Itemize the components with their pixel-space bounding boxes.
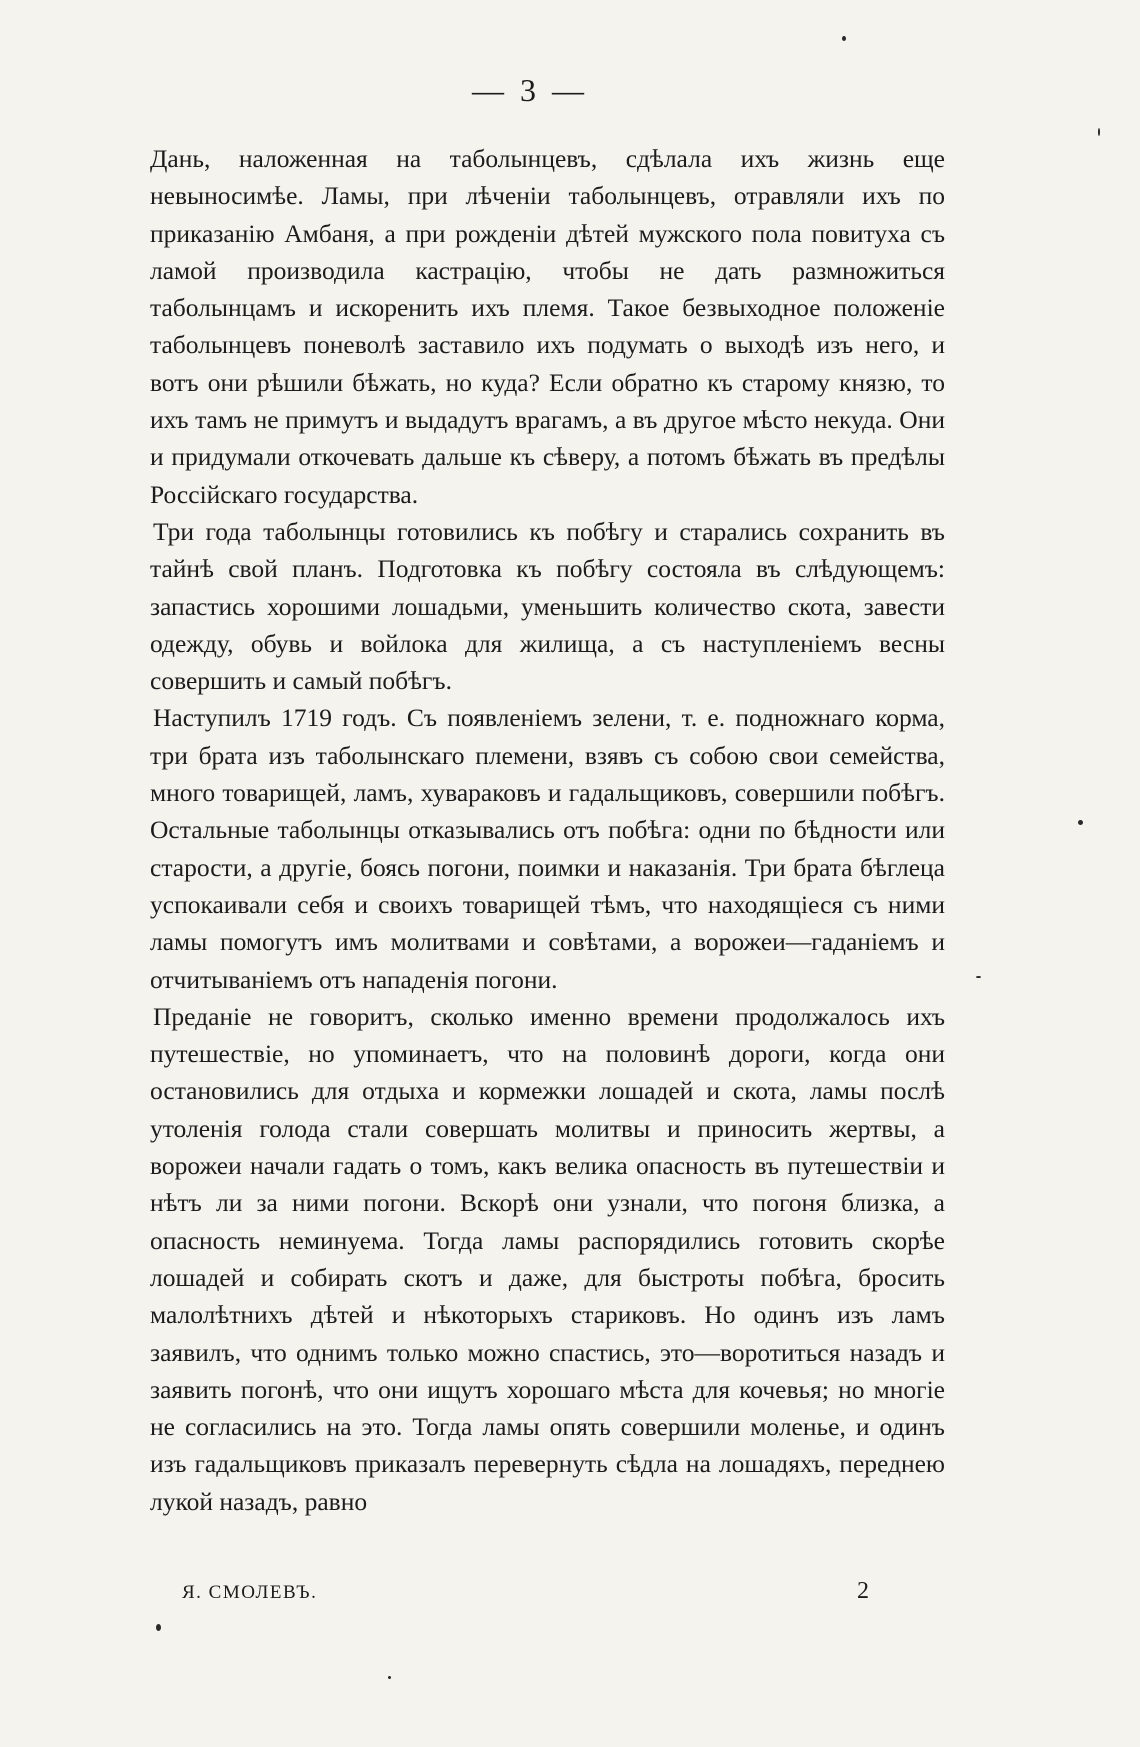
paragraph-2: Три года таболынцы готовились къ побѣгу и старались сохранить въ тайнѣ свой планъ. Подготовка къ побѣгу состояла въ слѣдующемъ: запастись хорошими лошадьми, уменьшить количество скота, завести одежду, обувь и войлока для жилища, а съ наступленіемъ весны совершить и самый побѣгъ. bbox=[150, 516, 945, 696]
print-speck bbox=[1078, 820, 1083, 825]
print-speck bbox=[1098, 128, 1100, 136]
paragraph-4: Преданіе не говоритъ, сколько именно времени продолжалось ихъ путешествіе, но упоминаетъ, что на половинѣ дороги, когда они остановились для отдыха и кормежки лошадей и скота, ламы послѣ утоленія голода стали совершать молитвы и приносить жертвы, а ворожеи начали гадать о томъ, какъ велика опасность въ путешествіи и нѣтъ ли за ними погони. Вскорѣ они узнали, что погоня близка, а опасность неминуема. Тогда ламы распорядились готовить скорѣе лошадей и собирать скотъ и даже, для быстроты побѣга, бросить малолѣтнихъ дѣтей и нѣкоторыхъ стариковъ. Но одинъ изъ ламъ заявилъ, что однимъ только можно спастись, это—воротиться назадъ и заявить погонѣ, что они ищутъ хорошаго мѣста для кочевья; но многіе не согласились на это. Тогда ламы опять совершили моленье, и одинъ изъ гадальщиковъ приказалъ перевернуть сѣдла на лошадяхъ, переднею лукой назадъ, равно bbox=[150, 1001, 945, 1516]
print-speck bbox=[976, 976, 981, 978]
print-speck bbox=[156, 1624, 161, 1631]
main-text bbox=[150, 140, 945, 1520]
paragraph-1: Дань, наложенная на таболынцевъ, сдѣлала ихъ жизнь еще невыносимѣе. Ламы, при лѣченіи таболынцевъ, отравляли ихъ по приказанію Амбаня, а при рожденіи дѣтей мужского пола повитуха съ ламой производила кастрацію, чтобы не дать размножиться таболынцамъ и искоренить ихъ племя. Такое безвыходное положеніе таболынцевъ поневолѣ заставило ихъ подумать о выходѣ изъ него, и вотъ они рѣшили бѣжать, но куда? Если обратно къ старому князю, то ихъ тамъ не примутъ и выдадутъ врагамъ, а въ другое мѣсто некуда. Они и придумали откочевать дальше къ сѣверу, а потомъ бѣжать въ предѣлы Россійскаго государства. bbox=[150, 144, 945, 509]
printer-signature: Я. СМОЛЕВЪ. bbox=[182, 1582, 318, 1603]
paragraph-3: Наступилъ 1719 годъ. Съ появленіемъ зелени, т. е. подножнаго корма, три брата изъ таболынскаго племени, взявъ съ собою свои семейства, много товарищей, ламъ, хувараковъ и гадальщиковъ, совершили побѣгъ. Остальные таболынцы отказывались отъ побѣга: одни по бѣдности или старости, а другіе, боясь погони, поимки и наказанія. Три брата бѣглеца успокаивали себя и своихъ товарищей тѣмъ, что находящіеся съ ними ламы помогутъ имъ молитвами и совѣтами, а ворожеи—гаданіемъ и отчитываніемъ отъ нападенія погони. bbox=[150, 703, 945, 994]
print-speck bbox=[388, 1676, 391, 1679]
signature-mark: 2 bbox=[857, 1578, 869, 1604]
print-speck bbox=[842, 36, 846, 41]
page-number: — 3 — bbox=[472, 72, 588, 108]
